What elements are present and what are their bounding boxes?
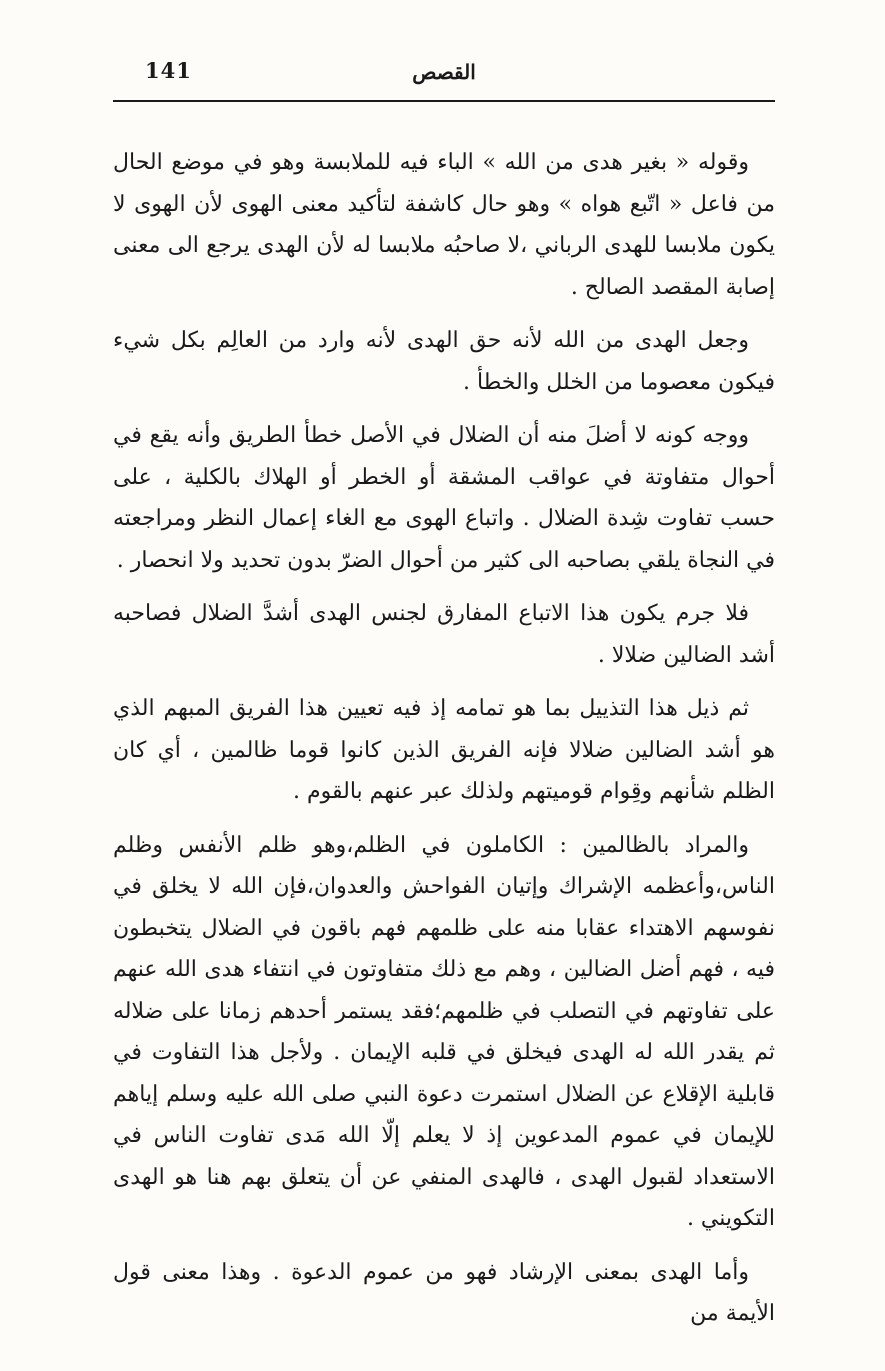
paragraph: ثم ذيل هذا التذييل بما هو تمامه إذ فيه تعيين هذا الفريق المبهم الذي هو أشد الضالين ضلالا فإنه الفريق الذين كانوا قوما ظالمين ، أي كان الظلم شأنهم وقِوام قوميتهم ولذلك عبر عنهم بالقوم . [113, 696, 775, 804]
paragraph: ووجه كونه لا أضلَ منه أن الضلال في الأصل خطأ الطريق وأنه يقع في أحوال متفاوتة في عواقب المشقة أو الخطر أو الهلاك بالكلية ، على حسب تفاوت شِدة الضلال . واتباع الهوى مع الغاء إعمال النظر ومراجعته في النجاة يلقي بصاحبه الى كثير من أحوال الضرّ بدون تحديد ولا انحصار . [113, 423, 775, 573]
paragraph: فلا جرم يكون هذا الاتباع المفارق لجنس الهدى أشدَّ الضلال فصاحبه أشد الضالين ضلالا . [113, 601, 775, 668]
body-text [113, 142, 775, 1335]
paragraph: وجعل الهدى من الله لأنه حق الهدى لأنه وارد من العالِم بكل شيء فيكون معصوما من الخلل والخطأ . [113, 328, 775, 395]
header-rule [113, 100, 775, 102]
page-header [113, 58, 775, 100]
page-number: 141 [145, 58, 192, 83]
running-title: القصص [412, 60, 476, 84]
paragraph: وأما الهدى بمعنى الإرشاد فهو من عموم الدعوة . وهذا معنى قول الأيمة من [113, 1259, 775, 1326]
paragraph: والمراد بالظالمين : الكاملون في الظلم،وهو ظلم الأنفس وظلم الناس،وأعظمه الإشراك وإتيان الفواحش والعدوان،فإن الله لا يخلق في نفوسهم الاهتداء عقابا منه على ظلمهم فهم باقون في الضلال يتخبطون فيه ، فهم أضل الضالين ، وهم مع ذلك متفاوتون في انتفاء هدى الله عنهم على تفاوتهم في التصلب في ظلمهم؛فقد يستمر أحدهم زمانا على ضلاله ثم يقدر الله له الهدى فيخلق في قلبه الإيمان . ولأجل هذا التفاوت في قابلية الإقلاع عن الضلال استمرت دعوة النبي صلى الله عليه وسلم إياهم للإيمان في عموم المدعوين إذ لا يعلم إلّا الله مَدى تفاوت الناس في الاستعداد لقبول الهدى ، فالهدى المنفي عن أن يتعلق بهم هنا هو الهدى التكويني . [113, 832, 775, 1231]
paragraph: وقوله « بغير هدى من الله » الباء فيه للملابسة وهو في موضع الحال من فاعل « اتّبع هواه » وهو حال كاشفة لتأكيد معنى الهوى لأن الهوى لا يكون ملابسا للهدى الرباني ،لا صاحبُه ملابسا له لأن الهدى يرجع الى معنى إصابة المقصد الصالح . [113, 150, 775, 300]
